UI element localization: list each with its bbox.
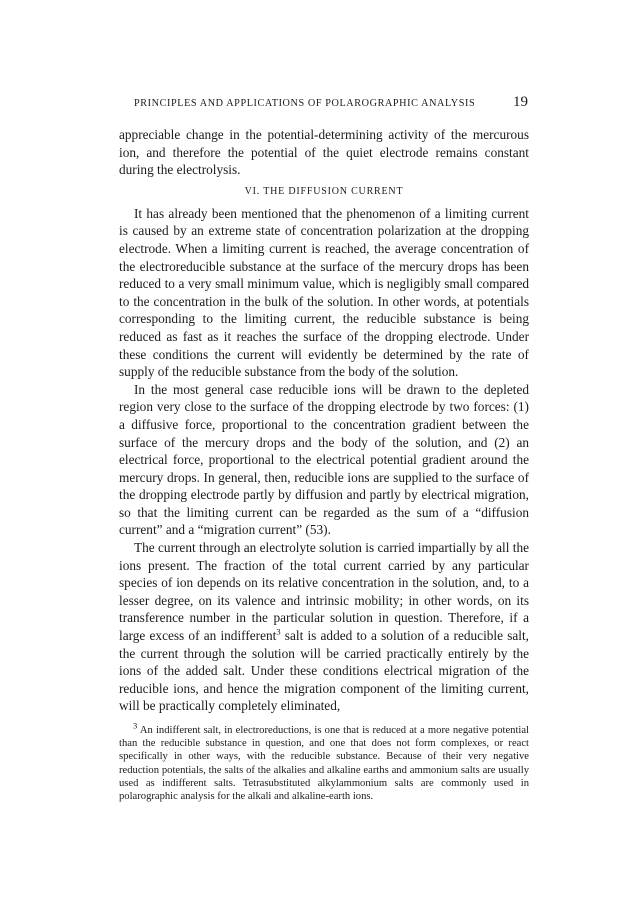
paragraph-text-part-2: salt is added to a solution of a reducible salt, the current through the solution will be carried practically entirely by the ions of the added salt. Under these conditions electrical migration of the reducible ions, and hence the migration component of the limiting current, will be practically completely eliminated, [119,628,529,714]
footnote-mark: 3 [133,720,138,731]
page-number: 19 [513,94,528,110]
paragraph-text-part-1: The current through an electrolyte solution is carried impartially by all the ions present. The fraction of the total current carried by any particular species of ion depends on its relative concentration in the solution, and, to a lesser degree, on its valence and intrinsic mobility; in other words, on its transference number in the particular solution in question. Therefore, if a large excess of an indifferent [119,540,529,644]
intro-paragraph: appreciable change in the potential-determining activity of the mercurous ion, and therefore the potential of the quiet electrode remains constant during the electrolysis. [119,127,529,178]
footnote-reference[interactable]: 3 [276,626,281,637]
section-heading: VI. THE DIFFUSION CURRENT [244,185,404,197]
main-text [119,126,529,715]
running-title: PRINCIPLES AND APPLICATIONS OF POLAROGRAPHIC ANALYSIS [134,98,476,109]
paragraph-current-carriers [119,539,529,715]
footnote-text: An indifferent salt, in electroreductions, is one that is reduced at a more negative potential than the reducible substance in question, and one that does not form complexes, or react specifically in other ways, with the reducible substance. Because of their very negative reduction potentials, the salts of the alkalies and alkaline earths and ammonium salts are usually used as indifferent salts. Tetrasubstituted alkylammonium salts are commonly used in polarographic analysis for the alkali and alkaline-earth ions. [119,725,529,803]
paragraph-limiting-current: It has already been mentioned that the phenomenon of a limiting current is caused by an extreme state of concentration polarization at the dropping electrode. When a limiting current is reached, the average concentration of the electroreducible substance at the surface of the mercury drops has been reduced to a very small minimum value, which is negligibly small compared to the concentration in the bulk of the solution. In other words, at potentials corresponding to the limiting current, the reducible substance is being reduced as fast as it reaches the surface of the dropping electrode. Under these conditions the current will evidently be determined by the rate of supply of the reducible substance from the body of the solution. [119,205,529,380]
running-header [118,94,528,112]
footnote [119,720,529,803]
paragraph-forces: In the most general case reducible ions will be drawn to the depleted region very close to the surface of the dropping electrode by two forces: (1) a diffusive force, proportional to the concentration gradient between the surface of the mercury drops and the body of the solution, and (2) an electrical force, proportional to the electrical potential gradient around the mercury drops. In general, then, reducible ions are supplied to the surface of the dropping electrode partly by diffusion and partly by electrical migration, so that the limiting current can be regarded as the sum of a “diffusion current” and a “migration current” (53). [119,381,529,538]
